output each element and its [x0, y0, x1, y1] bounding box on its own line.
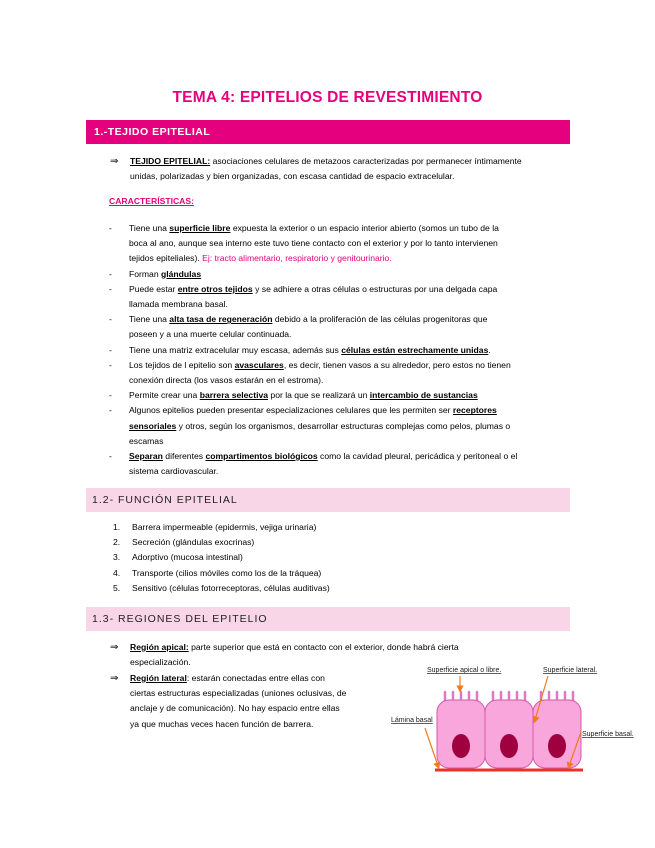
characteristic-text: Ej: tracto alimentario, respiratorio y genitourinario.	[202, 253, 392, 264]
function-number: 5.	[113, 582, 121, 593]
section-heading-tejido-epitelial: 1.-TEJIDO EPITELIAL	[86, 120, 570, 144]
characteristic-text: Forman	[129, 268, 161, 279]
function-item	[113, 550, 513, 565]
function-item	[113, 520, 513, 535]
definition-block	[110, 154, 570, 184]
nucleus	[452, 734, 470, 758]
characteristic-text: Tiene una	[129, 223, 170, 233]
characteristic-text: avasculares	[234, 359, 284, 370]
characteristic-text: poseen y a una muerte celular continuada.	[129, 329, 292, 340]
section-heading-funcion-epitelial: 1.2- FUNCIÓN EPITELIAL	[86, 488, 570, 512]
characteristic-item	[109, 358, 579, 388]
characteristic-text: Separan	[129, 451, 163, 462]
characteristic-item	[109, 282, 579, 312]
characteristic-text: diferentes	[162, 451, 206, 462]
dash-bullet-icon: -	[109, 283, 112, 294]
function-number: 1.	[113, 522, 121, 532]
epithelium-diagram	[385, 662, 645, 777]
label-basal-surface: Superficie basal.	[582, 731, 634, 738]
characteristic-text: sensoriales	[129, 420, 177, 431]
apical-region-text: parte superior que está en contacto con el exterior, donde habrá cierta	[188, 642, 459, 652]
characteristic-text: escamas	[129, 435, 164, 446]
characteristic-text: boca al ano, aunque sea interno este tuvo tiene contacto con el exterior y por lo tanto intervienen	[129, 238, 498, 249]
characteristic-text: , es decir, tienen vasos a su alrededor, pero estos no tienen	[283, 359, 511, 370]
dash-bullet-icon: -	[109, 314, 112, 325]
characteristic-text: Permite crear una	[129, 390, 200, 401]
lateral-region-text-4: ya que muchas veces hacen función de barrera.	[130, 718, 314, 729]
characteristic-text: Los tejidos de l epitelio son	[129, 359, 235, 370]
apical-region-text-cont: especialización.	[130, 657, 191, 668]
function-item	[113, 566, 513, 581]
characteristic-text: Tiene una	[129, 314, 170, 325]
lateral-region-text-3: anclaje y de comunicación). No hay espacio entre ellas	[130, 703, 340, 714]
label-basal-lamina: Lámina basal	[391, 717, 433, 724]
lateral-region-text: : estarán conectadas entre ellas con	[186, 673, 325, 683]
label-lateral-surface: Superficie lateral.	[543, 667, 598, 674]
characteristic-text: y se adhiere a otras células o estructuras por una delgada capa	[252, 283, 498, 294]
characteristic-text: Puede estar	[129, 283, 178, 294]
characteristic-item	[109, 388, 579, 403]
dash-bullet-icon: -	[109, 359, 112, 370]
function-number: 2.	[113, 537, 121, 548]
function-number: 3.	[113, 552, 121, 563]
characteristic-text: por la que se realizará un	[268, 390, 370, 401]
apical-region-term: Región apical:	[130, 642, 189, 652]
characteristic-text: debido a la proliferación de las células progenitoras que	[272, 314, 488, 325]
characteristic-item	[109, 403, 579, 449]
characteristic-text: superficie libre	[169, 223, 231, 233]
definition-term: TEJIDO EPITELIAL:	[130, 156, 211, 166]
definition-item	[110, 154, 570, 184]
characteristic-text: y otros, según los organismos, desarrollar estructuras complejas como pelos, plumas o	[176, 420, 511, 431]
characteristic-text: tejidos epiteliales).	[129, 253, 203, 264]
double-arrow-icon: ⇒	[110, 673, 119, 684]
characteristic-text: glándulas	[161, 268, 202, 279]
function-text: Transporte (cilios móviles como los de la tráquea)	[132, 567, 322, 578]
characteristics-subheading: CARACTERÍSTICAS:	[109, 196, 194, 206]
lateral-region-term: Región lateral	[130, 673, 187, 683]
characteristic-item	[109, 449, 579, 479]
definition-text: asociaciones celulares de metazoos caracterizadas por permanecer íntimamente	[210, 156, 522, 166]
function-text: Sensitivo (células fotorreceptoras, células auditivas)	[132, 582, 330, 593]
characteristic-item	[109, 267, 579, 282]
dash-bullet-icon: -	[109, 451, 112, 462]
label-apical-surface: Superficie apical o libre.	[427, 667, 502, 674]
characteristic-text: llamada membrana basal.	[129, 299, 228, 310]
dash-bullet-icon: -	[109, 344, 112, 355]
nucleus	[548, 734, 566, 758]
characteristic-text: entre otros tejidos	[177, 283, 253, 294]
characteristics-list	[109, 221, 579, 479]
section-heading-regiones-epitelio: 1.3- REGIONES DEL EPITELIO	[86, 607, 570, 631]
characteristic-text: .	[488, 344, 491, 355]
characteristic-text: como la cavidad pleural, pericádica y peritoneal o el	[317, 451, 518, 462]
characteristic-text: células están estrechamente unidas	[341, 344, 489, 355]
dash-bullet-icon: -	[109, 405, 112, 416]
lamina-arrow	[425, 728, 438, 766]
characteristic-item	[109, 312, 579, 342]
function-text: Adorptivo (mucosa intestinal)	[132, 552, 243, 563]
functions-list	[113, 520, 513, 596]
function-number: 4.	[113, 567, 121, 578]
lateral-region-item	[110, 671, 385, 732]
characteristic-item	[109, 343, 579, 358]
characteristic-text: conexión directa (los vasos estarán en el estroma).	[129, 375, 324, 386]
characteristic-text: compartimentos biológicos	[205, 451, 318, 462]
lateral-region-block	[110, 671, 385, 732]
double-arrow-icon: ⇒	[110, 156, 119, 167]
dash-bullet-icon: -	[109, 223, 112, 233]
double-arrow-icon: ⇒	[110, 642, 119, 653]
page-title: TEMA 4: EPITELIOS DE REVESTIMIENTO	[172, 89, 483, 106]
characteristic-text: alta tasa de regeneración	[169, 314, 273, 325]
dash-bullet-icon: -	[109, 390, 112, 401]
characteristic-text: receptores	[452, 405, 497, 416]
characteristic-text: barrera selectiva	[199, 390, 269, 401]
characteristic-text: expuesta la exterior o un espacio interior abierto (somos un tubo de la	[230, 223, 499, 233]
function-text: Secreción (glándulas exocrinas)	[132, 537, 255, 548]
nucleus	[500, 734, 518, 758]
characteristic-text: intercambio de sustancias	[369, 390, 478, 401]
characteristic-text: sistema cardiovascular.	[129, 466, 219, 477]
dash-bullet-icon: -	[109, 268, 112, 279]
characteristic-item	[109, 221, 579, 267]
function-text: Barrera impermeable (epidermis, vejiga urinaria)	[132, 522, 317, 532]
characteristic-text: Algunos epitelios pueden presentar especializaciones celulares que les permiten ser	[129, 405, 453, 416]
lateral-region-text-2: ciertas estructuras especializadas (uniones oclusivas, de	[130, 688, 347, 699]
definition-text-cont: unidas, polarizadas y bien organizadas, con escasa cantidad de espacio extracelular.	[130, 171, 455, 182]
characteristic-text: Tiene una matriz extracelular muy escasa, además sus	[129, 344, 342, 355]
function-item	[113, 581, 513, 596]
function-item	[113, 535, 513, 550]
